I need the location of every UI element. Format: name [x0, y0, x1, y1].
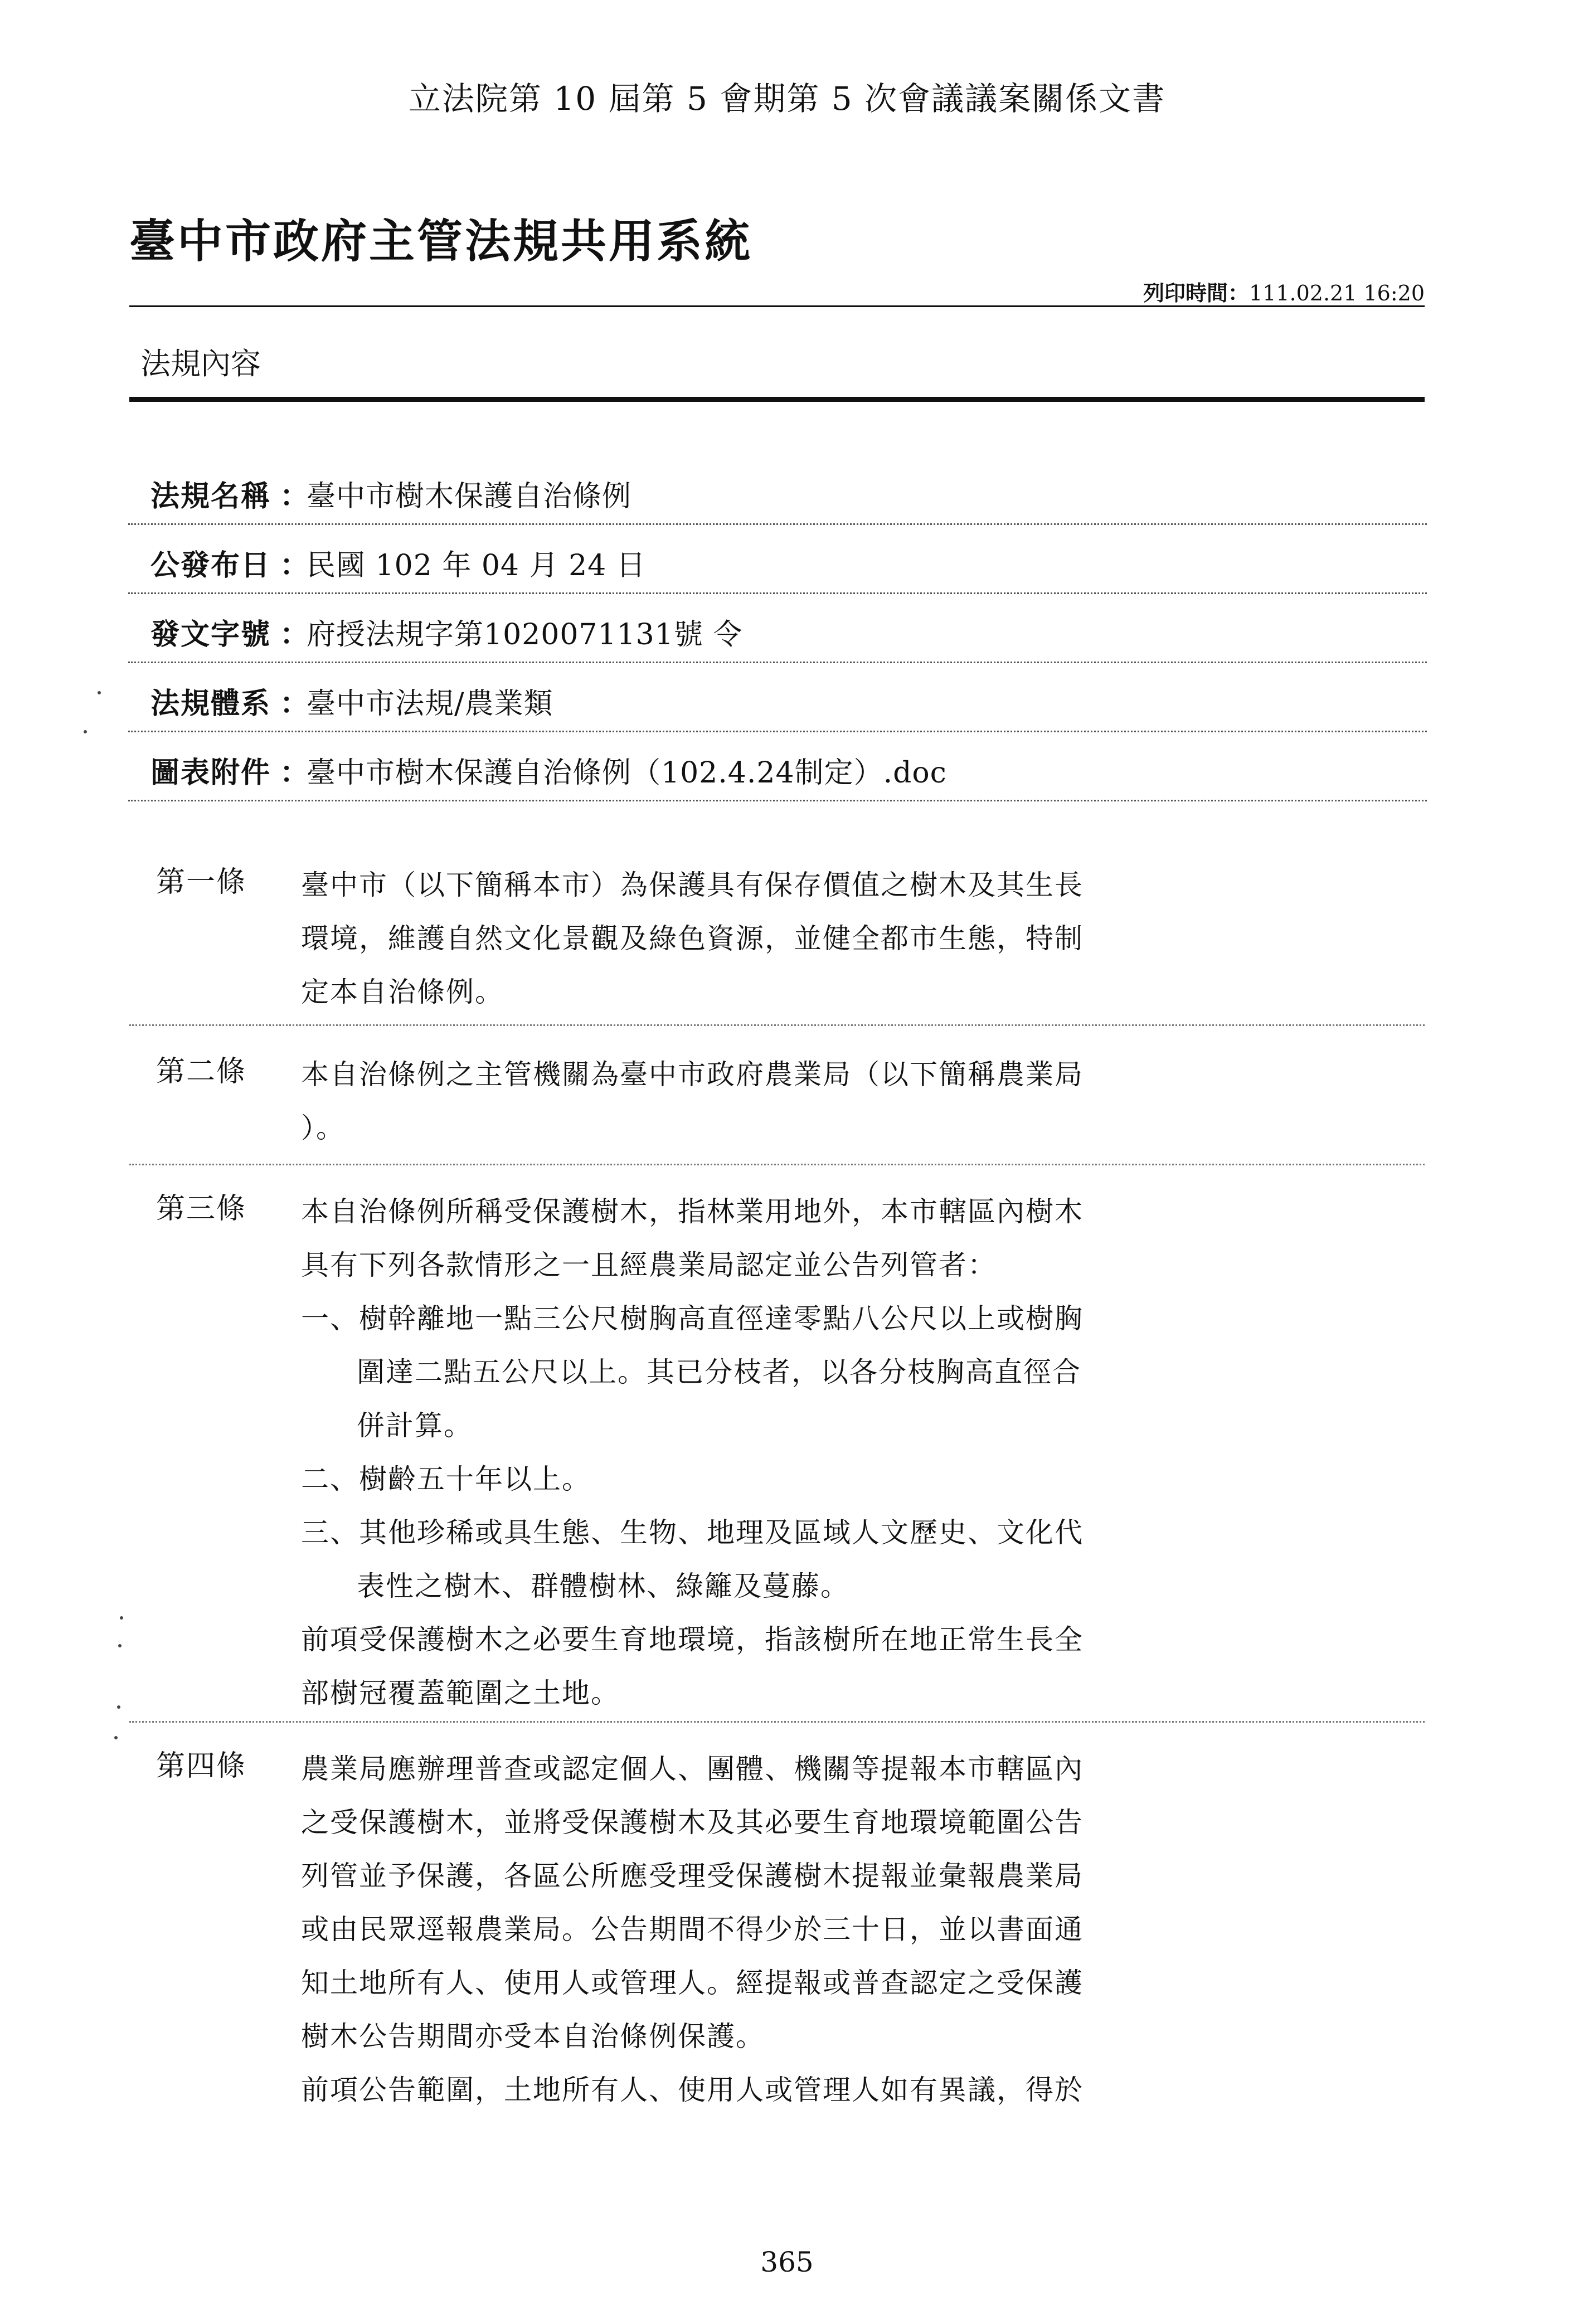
article-number: 第二條	[156, 1055, 247, 1088]
attachment-link[interactable]: 臺中市樹木保護自治條例（102.4.24制定）.doc	[307, 756, 947, 790]
meta-row-document-number	[150, 594, 1427, 663]
meta-label: 公發布日	[150, 549, 271, 582]
section-rule	[129, 397, 1425, 402]
meta-colon: ：	[280, 548, 309, 582]
system-title: 臺中市政府主管法規共用系統	[129, 215, 753, 268]
meta-row-publish-date	[150, 525, 1427, 594]
list-item-line: 二、樹齡五十年以上。	[301, 1463, 591, 1495]
scan-speck	[117, 1705, 120, 1709]
article-line: 環境，維護自然文化景觀及綠色資源，並健全都市生態，特制	[301, 922, 1084, 955]
article-line: 樹木公告期間亦受本自治條例保護。	[301, 2020, 765, 2053]
section-label: 法規內容	[140, 346, 261, 381]
list-item-line: 圍達二點五公尺以上。其已分枝者，以各分枝胸高直徑合	[357, 1356, 1081, 1388]
meta-colon: ：	[280, 687, 309, 721]
list-item-line: 表性之樹木、群體樹林、綠籬及蔓藤。	[357, 1570, 849, 1602]
list-item-line: 三、其他珍稀或具生態、生物、地理及區域人文歷史、文化代	[301, 1516, 1084, 1549]
meta-value: 民國 102 年 04 月 24 日	[307, 549, 646, 582]
article-number: 第一條	[156, 866, 247, 899]
scan-speck	[98, 691, 101, 694]
header-rule	[129, 305, 1425, 307]
page-number: 365	[760, 2246, 814, 2278]
meta-row-attachment	[150, 732, 1427, 801]
print-time-value: 111.02.21 16:20	[1249, 281, 1425, 305]
article-divider	[129, 1721, 1425, 1723]
article-line: 之受保護樹木，並將受保護樹木及其必要生育地環境範圍公告	[301, 1806, 1084, 1839]
article-divider	[129, 1164, 1425, 1165]
article-body	[301, 1742, 1104, 2117]
dotted-divider	[128, 800, 1427, 801]
list-item-line: 一、樹幹離地一點三公尺樹胸高直徑達零點八公尺以上或樹胸	[301, 1302, 1084, 1335]
meta-label: 圖表附件	[150, 756, 271, 790]
article-body	[301, 1185, 1104, 1720]
meta-colon: ：	[280, 479, 309, 513]
meta-colon: ：	[280, 618, 309, 652]
article-body	[301, 1048, 1104, 1155]
article-line: 前項公告範圍，土地所有人、使用人或管理人如有異議，得於	[301, 2074, 1084, 2106]
meta-colon: ：	[280, 756, 309, 790]
article-line: 本自治條例所稱受保護樹木，指林業用地外，本市轄區內樹木	[301, 1195, 1084, 1228]
meta-row-law-name	[150, 456, 1427, 525]
article-line: 農業局應辦理普查或認定個人、團體、機關等提報本市轄區內	[301, 1753, 1084, 1785]
meta-label: 法規體系	[150, 687, 271, 721]
list-item-line: 併計算。	[357, 1409, 473, 1442]
article-line: 定本自治條例。	[301, 976, 504, 1008]
article-line: 部樹冠覆蓋範圍之土地。	[301, 1677, 620, 1709]
article-line: 臺中市（以下簡稱本市）為保護具有保存價值之樹木及其生長	[301, 869, 1084, 901]
article-number: 第三條	[156, 1192, 247, 1226]
article-line: 列管並予保護，各區公所應受理受保護樹木提報並彙報農業局	[301, 1860, 1084, 1892]
article-line: 具有下列各款情形之一且經農業局認定並公告列管者：	[301, 1249, 997, 1281]
print-time-label: 列印時間：	[1143, 281, 1250, 305]
meta-value: 臺中市法規/農業類	[307, 687, 553, 721]
document-header: 立法院第 10 屆第 5 會期第 5 次會議議案關係文書	[408, 80, 1166, 118]
article-divider	[129, 1024, 1425, 1026]
scan-speck	[118, 1644, 122, 1647]
meta-label: 發文字號	[150, 618, 271, 652]
article-body	[301, 858, 1104, 1019]
article-line: 知土地所有人、使用人或管理人。經提報或普查認定之受保護	[301, 1967, 1084, 1999]
scan-speck	[114, 1736, 118, 1739]
scan-speck	[84, 730, 87, 733]
article-line: ）。	[301, 1112, 345, 1144]
article-line: 或由民眾逕報農業局。公告期間不得少於三十日，並以書面通	[301, 1913, 1084, 1946]
article-line: 前項受保護樹木之必要生育地環境，指該樹所在地正常生長全	[301, 1623, 1084, 1656]
scan-speck	[120, 1616, 123, 1620]
meta-value: 臺中市樹木保護自治條例	[307, 480, 632, 513]
article-line: 本自治條例之主管機關為臺中市政府農業局（以下簡稱農業局	[301, 1058, 1084, 1091]
print-time	[1143, 276, 1425, 307]
meta-label: 法規名稱	[150, 480, 271, 513]
meta-value: 府授法規字第1020071131號 令	[307, 618, 743, 652]
meta-row-law-system	[150, 663, 1427, 732]
article-number: 第四條	[156, 1749, 247, 1783]
